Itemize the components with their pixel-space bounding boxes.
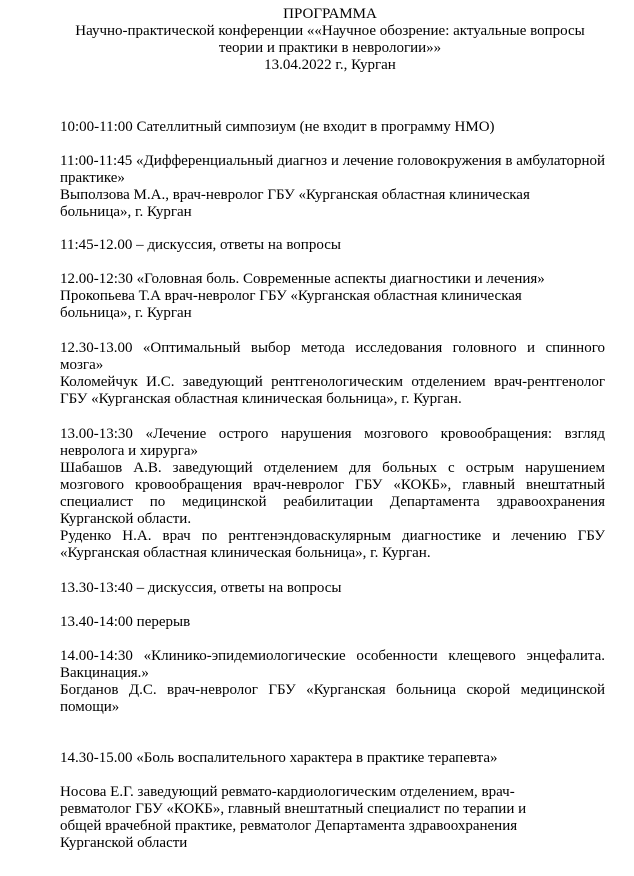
program-item (60, 340, 605, 408)
item-title: 13.40-14:00 перерыв (60, 614, 191, 630)
program-item (60, 648, 605, 716)
header-title: ПРОГРАММА (283, 6, 377, 22)
program-item (60, 426, 605, 562)
item-speaker: Коломейчук И.С. заведующий рентгенологическим отделением врач-рентгенолог ГБУ «Курганская областная клиническая больница», г. Курган. (60, 374, 605, 407)
item-speaker: Шабашов А.В. заведующий отделением для больных с острым нарушением мозгового кровообращения врач-невролог ГБУ «КОКБ», главный внештатный специалист по медицинской реабилитации Департамента здравоохранения Курганской области. (60, 460, 605, 527)
item-speaker: Выползова М.А., врач-невролог ГБУ «Курганская областная клиническая больница», г. Курган (60, 187, 530, 220)
item-title: 13.30-13:40 – дискуссия, ответы на вопросы (60, 580, 342, 596)
item-title: 13.00-13:30 «Лечение острого нарушения мозгового кровообращения: взгляд невролога и хирурга» (60, 426, 605, 459)
program-header (40, 6, 620, 74)
item-title: 12.30-13.00 «Оптимальный выбор метода исследования головного и спинного мозга» (60, 340, 605, 373)
program-item (60, 237, 605, 254)
item-title: 10:00-11:00 Сателлитный симпозиум (не входит в программу НМО) (60, 119, 495, 135)
program-item (60, 784, 605, 852)
item-title: 11:00-11:45 «Дифференциальный диагноз и лечение головокружения в амбулаторной практике» (60, 153, 605, 186)
header-date-place: 13.04.2022 г., Курган (264, 57, 396, 73)
program-item (60, 614, 605, 631)
item-speaker: Носова Е.Г. заведующий ревмато-кардиологическим отделением, врач-ревматолог ГБУ «КОКБ», главный внештатный специалист по терапии и общей врачебной практике, ревматолог Департамента здравоохранения Курганской области (60, 784, 527, 851)
program-item (60, 750, 605, 767)
item-title: 14.30-15.00 «Боль воспалительного характера в практике терапевта» (60, 750, 498, 766)
item-title: 14.00-14:30 «Клинико-эпидемиологические особенности клещевого энцефалита. Вакцинация.» (60, 648, 605, 681)
program-item (60, 153, 605, 221)
item-speaker: Руденко Н.А. врач по рентгенэндоваскулярным диагностике и лечению ГБУ «Курганская областная клиническая больница», г. Курган. (60, 528, 605, 561)
item-speaker: Прокопьева Т.А врач-невролог ГБУ «Курганская областная клиническая больница», г. Курган (60, 288, 522, 321)
header-conference-name-cont: теории и практики в неврологии»» (218, 40, 442, 56)
item-speaker: Богданов Д.С. врач-невролог ГБУ «Курганская больница скорой медицинской помощи» (60, 682, 605, 715)
program-item (60, 580, 605, 597)
item-title: 12.00-12:30 «Головная боль. Современные аспекты диагностики и лечения» (60, 271, 545, 287)
program-item (60, 119, 605, 136)
header-conference-name: Научно-практической конференции ««Научное обозрение: актуальные вопросы (75, 23, 585, 39)
item-title: 11:45-12.00 – дискуссия, ответы на вопросы (60, 237, 341, 253)
program-item (60, 271, 605, 322)
